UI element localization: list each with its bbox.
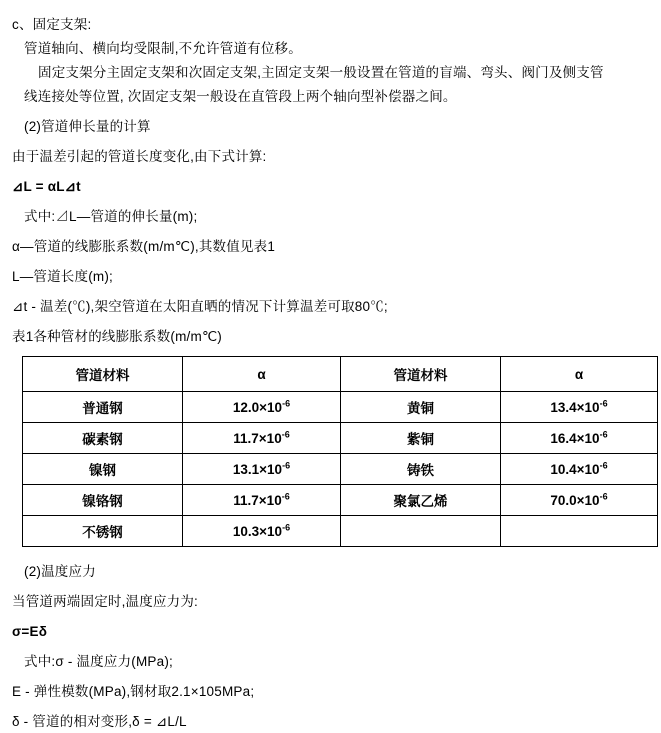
cell-alpha-right <box>501 454 658 485</box>
cell-material-right <box>341 516 501 547</box>
cell-alpha-left <box>183 423 341 454</box>
cell-alpha-left <box>183 516 341 547</box>
section-3-line1: 当管道两端固定时,温度应力为: <box>12 594 199 609</box>
spacer-9 <box>12 547 651 561</box>
formula-delta-l: ⊿L = αL⊿t <box>12 179 81 194</box>
table-body <box>23 392 658 547</box>
alpha-value-base: 11.7×10 <box>233 492 282 508</box>
cell-alpha-left <box>183 454 341 485</box>
alpha-value-exponent: -6 <box>599 398 608 408</box>
alpha-value-exponent: -6 <box>599 460 608 470</box>
definition-e: E - 弹性模数(MPa),钢材取2.1×105MPa; <box>12 684 255 699</box>
cell-alpha-right <box>501 485 658 516</box>
cell-material-left: 普通钢 <box>23 392 183 423</box>
cell-alpha-right <box>501 392 658 423</box>
table-header-row <box>23 357 658 392</box>
alpha-value-base: 12.0×10 <box>232 399 283 415</box>
alpha-value-base: 11.7×10 <box>233 430 282 446</box>
alpha-value-exponent: -6 <box>282 460 291 470</box>
table-row <box>23 392 658 423</box>
section-2-title: (2)管道伸长量的计算 <box>24 119 151 134</box>
cell-material-left: 不锈钢 <box>23 516 183 547</box>
alpha-value-exponent: -6 <box>281 491 290 501</box>
definition-alpha: α—管道的线膨胀系数(m/m℃),其数值见表1 <box>12 239 276 254</box>
section-3-title: (2)温度应力 <box>24 564 96 579</box>
table-row <box>23 485 658 516</box>
header-material-left: 管道材料 <box>23 357 183 392</box>
table-caption: 表1各种管材的线膨胀系数(m/m℃) <box>12 329 223 344</box>
cell-material-right: 铸铁 <box>341 454 501 485</box>
alpha-value-exponent: -6 <box>282 398 291 408</box>
formula-stress: σ=Eδ <box>12 624 48 639</box>
section-2-line1: 由于温差引起的管道长度变化,由下式计算: <box>12 149 267 164</box>
alpha-value-base: 10.4×10 <box>550 461 600 477</box>
definition-delta: δ - 管道的相对变形,δ = ⊿L/L <box>12 714 187 729</box>
header-material-right: 管道材料 <box>341 357 501 392</box>
cell-alpha-left <box>183 485 341 516</box>
alpha-value-exponent: -6 <box>282 522 291 532</box>
table-row <box>23 516 658 547</box>
alpha-value-base: 13.4×10 <box>550 399 600 415</box>
section-c-line1: 管道轴向、横向均受限制,不允许管道有位移。 <box>24 41 302 56</box>
definition-sigma: 式中:σ - 温度应力(MPa); <box>24 654 173 669</box>
cell-material-right: 黄铜 <box>341 392 501 423</box>
alpha-value-base: 13.1×10 <box>232 461 283 477</box>
alpha-value-base: 10.3×10 <box>232 523 283 539</box>
cell-alpha-right <box>501 423 658 454</box>
cell-material-right: 紫铜 <box>341 423 501 454</box>
definition-l: L—管道长度(m); <box>12 269 113 284</box>
cell-material-left: 镍铬钢 <box>23 485 183 516</box>
definition-delta-l: 式中:⊿L—管道的伸长量(m); <box>24 209 198 224</box>
cell-material-right: 聚氯乙烯 <box>341 485 501 516</box>
alpha-value-exponent: -6 <box>281 429 290 439</box>
cell-material-left: 镍钢 <box>23 454 183 485</box>
header-alpha-left: α <box>183 357 341 392</box>
table-row <box>23 423 658 454</box>
alpha-value-base: 16.4×10 <box>550 430 600 446</box>
section-c-line2: 固定支架分主固定支架和次固定支架,主固定支架一般设置在管道的盲端、弯头、阀门及侧支管 <box>38 65 604 80</box>
alpha-value-base: 70.0×10 <box>550 492 600 508</box>
section-c-title: c、固定支架: <box>12 17 92 32</box>
table-row <box>23 454 658 485</box>
alpha-value-exponent: -6 <box>599 491 608 501</box>
header-alpha-right: α <box>501 357 658 392</box>
section-c-line3: 线连接处等位置, 次固定支架一般设在直管段上两个轴向型补偿器之间。 <box>24 89 457 104</box>
cell-alpha-right <box>501 516 658 547</box>
definition-delta-t: ⊿t - 温差(℃),架空管道在太阳直晒的情况下计算温差可取80℃; <box>12 299 388 314</box>
thermal-expansion-table <box>22 356 658 547</box>
alpha-value-exponent: -6 <box>599 429 608 439</box>
cell-alpha-left <box>183 392 341 423</box>
cell-material-left: 碳素钢 <box>23 423 183 454</box>
